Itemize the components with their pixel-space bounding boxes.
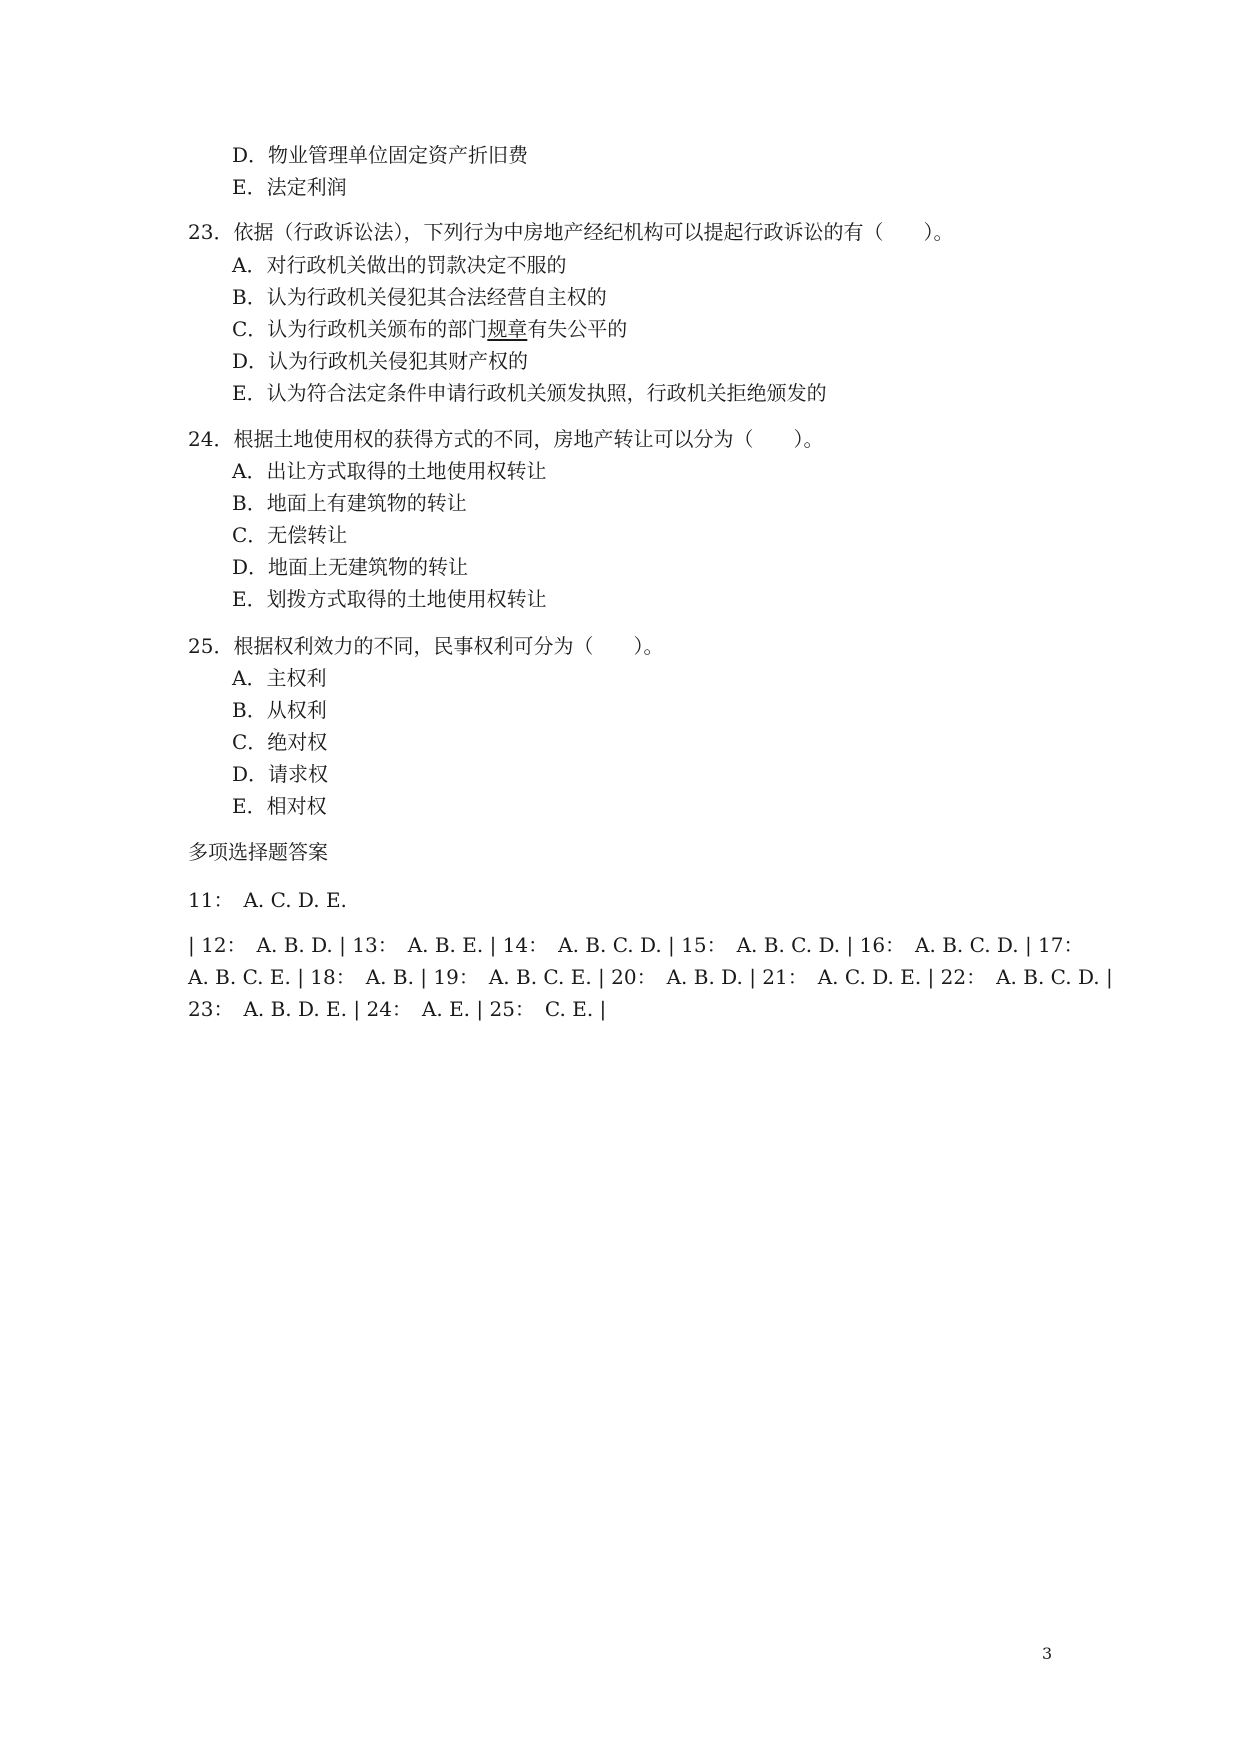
q25-stem: 25．根据权利效力的不同，民事权利可分为（ ）。 [188, 634, 664, 658]
answers-line-1: 11： A. C. D. E. [188, 888, 347, 912]
q25-option-c: C．绝对权 [232, 730, 328, 754]
q22-option-d: D．物业管理单位固定资产折旧费 [232, 143, 529, 167]
answers-heading: 多项选择题答案 [188, 840, 328, 864]
q23-option-a: A．对行政机关做出的罚款决定不服的 [232, 253, 567, 277]
page-number: 3 [1042, 1644, 1053, 1663]
q23-option-c-before: C．认为行政机关颁布的部门 [232, 317, 488, 341]
answers-line-2: | 12： A. B. D. | 13： A. B. E. | 14： A. B. C. D. | 15： A. B. C. D. | 16： A. B. C. D. | 17： [188, 933, 1084, 957]
q23-option-b: B．认为行政机关侵犯其合法经营自主权的 [232, 285, 607, 309]
answers-line-4: 23： A. B. D. E. | 24： A. E. | 25： C. E. | [188, 997, 607, 1021]
q23-option-c-after: 有失公平的 [527, 317, 628, 341]
q23-option-e: E．认为符合法定条件申请行政机关颁发执照，行政机关拒绝颁发的 [232, 381, 827, 405]
q23-option-c-underlined: 规章 [487, 317, 528, 341]
q24-option-a: A．出让方式取得的土地使用权转让 [232, 459, 547, 483]
q24-option-d: D．地面上无建筑物的转让 [232, 555, 469, 579]
q23-stem: 23．依据（行政诉讼法），下列行为中房地产经纪机构可以提起行政诉讼的有（ ）。 [188, 220, 954, 244]
q23-option-d: D．认为行政机关侵犯其财产权的 [232, 349, 529, 373]
q24-option-e: E．划拨方式取得的土地使用权转让 [232, 587, 547, 611]
q25-option-b: B．从权利 [232, 698, 327, 722]
q25-option-a: A．主权利 [232, 666, 327, 690]
q25-option-e: E．相对权 [232, 794, 327, 818]
q25-option-d: D．请求权 [232, 762, 329, 786]
q24-option-b: B．地面上有建筑物的转让 [232, 491, 467, 515]
q24-stem: 24．根据土地使用权的获得方式的不同，房地产转让可以分为（ ）。 [188, 427, 824, 451]
q23-option-c [232, 317, 627, 341]
answers-line-3: A. B. C. E. | 18： A. B. | 19： A. B. C. E. | 20： A. B. D. | 21： A. C. D. E. | 22： A. B. C. D. | [188, 965, 1113, 989]
q22-option-e: E．法定利润 [232, 175, 347, 199]
q24-option-c: C．无偿转让 [232, 523, 348, 547]
